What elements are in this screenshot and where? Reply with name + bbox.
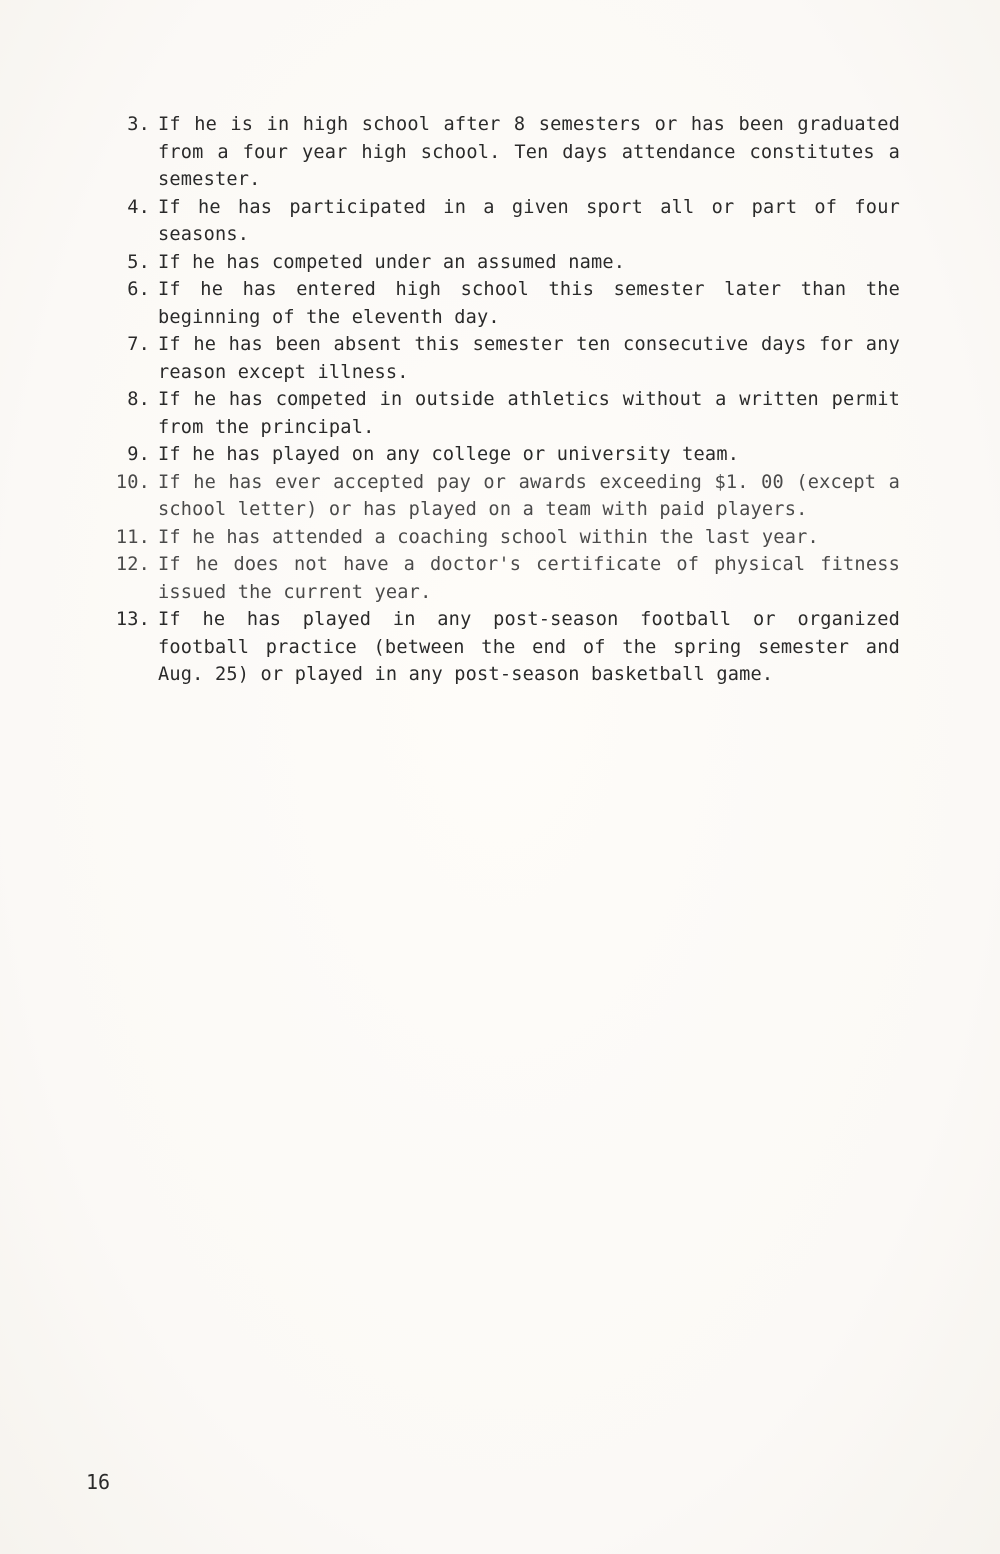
rule-number: 6.	[127, 279, 150, 300]
rule-item	[100, 194, 900, 249]
rule-text: If he has participated in a given sport all or part of four seasons.	[158, 196, 900, 245]
rule-item	[100, 551, 900, 606]
rule-number: 5.	[127, 251, 150, 273]
rule-number: 12.	[115, 554, 150, 575]
rule-number: 13.	[115, 609, 150, 630]
rule-text: If he has competed in outside athletics without a written permit from the principal.	[158, 389, 900, 438]
rule-number: 3.	[127, 114, 150, 135]
rule-item	[100, 111, 900, 194]
rule-number: 10.	[115, 471, 150, 493]
rule-number: 11.	[115, 526, 150, 548]
rule-text: If he has competed under an assumed name.	[158, 251, 626, 273]
rule-text: If he has been absent this semester ten consecutive days for any reason except illness.	[158, 334, 900, 383]
page-number: 16	[86, 1470, 111, 1494]
rule-item	[100, 606, 900, 689]
rule-text: If he is in high school after 8 semesters or has been graduated from a four year high school. Ten days attendance constitutes a semester.	[158, 114, 900, 190]
rule-text: If he does not have a doctor's certificate of physical fitness issued the current year.	[158, 554, 900, 603]
rule-text: If he has played on any college or university team.	[158, 444, 740, 465]
rule-number: 4.	[127, 196, 150, 218]
rule-item	[100, 469, 900, 524]
rule-number: 7.	[127, 334, 150, 355]
rule-item	[100, 331, 900, 386]
rule-text: If he has entered high school this semester later than the beginning of the eleventh day.	[158, 279, 900, 328]
rule-text: If he has attended a coaching school within the last year.	[158, 526, 819, 548]
rule-text: If he has ever accepted pay or awards exceeding $1. 00 (except a school letter) or has played on a team with paid players.	[158, 471, 900, 520]
rule-number: 9.	[127, 444, 150, 465]
rule-item	[100, 524, 900, 552]
rule-item	[100, 386, 900, 441]
rule-item	[100, 441, 900, 469]
eligibility-rules-list	[100, 111, 900, 689]
rule-number: 8.	[127, 389, 150, 410]
rule-text: If he has played in any post-season football or organized football practice (between the end of the spring semester and Aug. 25) or played in any post-season basketball game.	[158, 609, 900, 685]
rule-item	[100, 249, 900, 277]
rule-item	[100, 276, 900, 331]
